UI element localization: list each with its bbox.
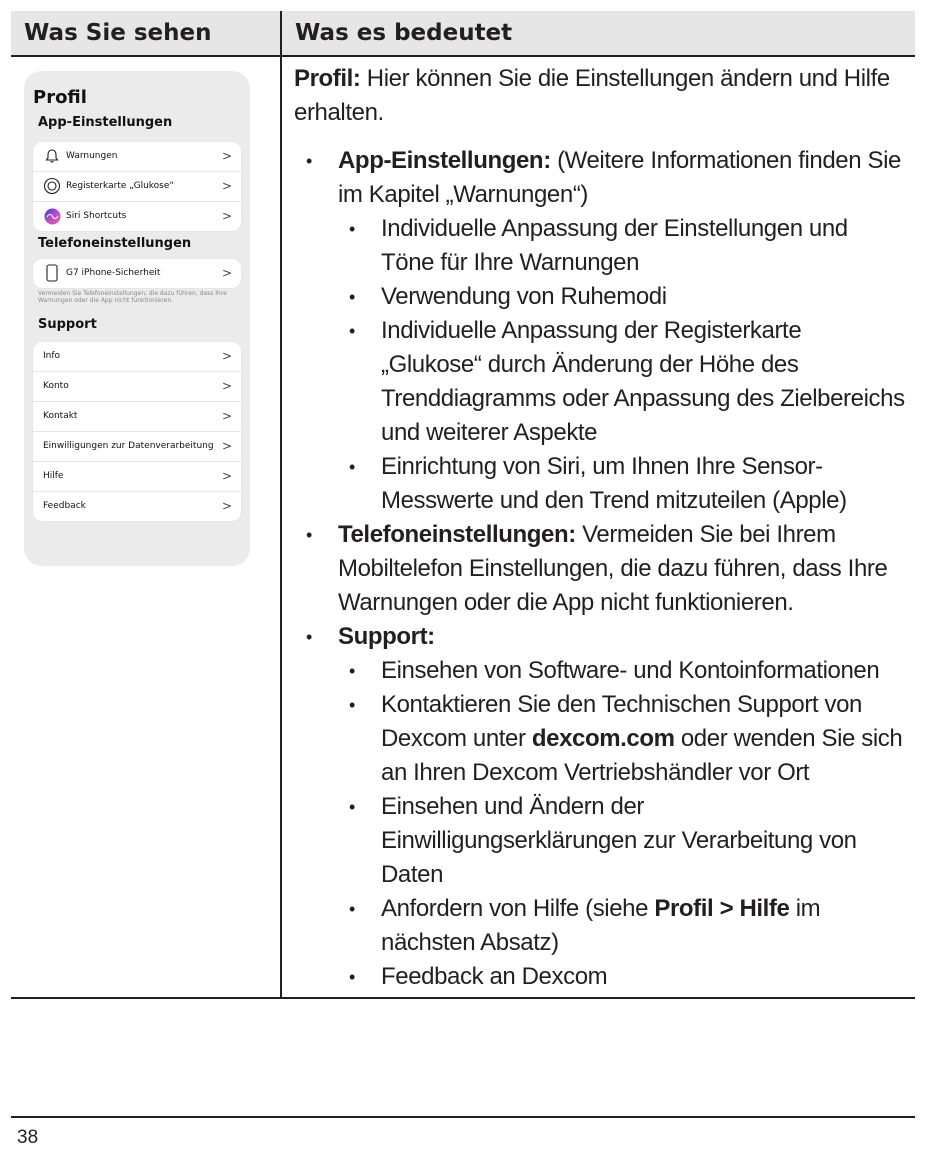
support-row-label: Hilfe [43,471,64,481]
chevron-right-icon: > [221,439,232,453]
app-settings-group [33,142,241,231]
app-settings-bold: App-Einstellungen: [338,147,551,174]
intro-bold: Profil: [294,65,361,92]
support-row-account[interactable] [33,372,241,402]
support-row-feedback[interactable] [33,492,241,521]
support-row-contact[interactable] [33,402,241,432]
glucose-ring-icon [43,177,61,195]
support-item4-post: im nächsten Absatz) [381,895,821,956]
app-settings-heading: App-Einstellungen [38,115,173,130]
phone-settings-bold: Telefoneinstellungen: [338,521,576,548]
phone-icon [43,264,61,282]
profile-help-path: Profil > Hilfe [654,895,790,922]
app-settings-text: (Weitere Informationen finden Sie im Kapitel „Warnungen“) [338,147,901,208]
chevron-right-icon: > [221,409,232,423]
support-heading: Support [38,317,97,332]
list-item: • Einsehen von Software- und Kontoinformationen [338,654,906,688]
phone-settings-text: Vermeiden Sie bei Ihrem Mobiltelefon Einstellungen, die dazu führen, dass Ihre Warnungen oder die App nicht funktionieren. [338,521,888,616]
bell-icon [43,147,61,165]
settings-row-label: Registerkarte „Glukose“ [66,181,175,191]
list-item-phone-settings [294,518,906,620]
chevron-right-icon: > [221,179,232,193]
chevron-right-icon: > [221,266,232,280]
list-item: • Einrichtung von Siri, um Ihnen Ihre Sensor-Messwerte und den Trend mitzuteilen (Apple) [338,450,906,518]
chevron-right-icon: > [221,149,232,163]
list-item-app-settings [294,144,906,518]
page-number: 38 [17,1127,39,1148]
support-row-label: Kontakt [43,411,78,421]
header-what-it-means: Was es bedeutet [295,20,513,46]
settings-row-warnings[interactable] [33,142,241,172]
header-what-you-see: Was Sie sehen [24,20,212,46]
support-group [33,342,241,521]
chevron-right-icon: > [221,209,232,223]
list-item: • Einsehen und Ändern der Einwilligungserklärungen zur Verarbeitung von Daten [338,790,906,892]
support-row-label: Feedback [43,501,86,511]
siri-icon [43,207,61,225]
list-item: • Feedback an Dexcom [338,960,906,994]
settings-row-glucose-tab[interactable] [33,172,241,202]
settings-row-label: Warnungen [66,151,118,161]
phone-screen-mockup [24,71,250,566]
settings-row-siri-shortcuts[interactable] [33,202,241,231]
support-row-label: Einwilligungen zur Datenverarbeitung [43,441,214,451]
footer-rule [11,1116,915,1118]
support-row-info[interactable] [33,342,241,372]
chevron-right-icon: > [221,469,232,483]
settings-row-g7-iphone-security[interactable] [33,259,241,288]
support-bold: Support: [338,623,435,650]
table-header [11,11,915,57]
intro-text: Hier können Sie die Einstellungen ändern und Hilfe erhalten. [294,65,890,126]
support-row-label: Konto [43,381,69,391]
chevron-right-icon: > [221,379,232,393]
main-list [294,144,906,994]
support-item2-pre: Kontaktieren Sie den Technischen Support von Dexcom unter [381,691,862,752]
support-row-data-consents[interactable] [33,432,241,462]
support-item2-post: oder wenden Sie sich an Ihren Dexcom Vertriebshändler vor Ort [381,725,903,786]
chevron-right-icon: > [221,349,232,363]
phone-settings-group [33,259,241,288]
column-divider [280,11,282,997]
intro-paragraph [294,62,906,130]
profile-title: Profil [33,87,87,108]
list-item: • Verwendung von Ruhemodi [338,280,906,314]
phone-settings-note: Vermeiden Sie Telefoneinstellungen, die dazu führen, dass Ihre Warnungen oder die App nicht funktionieren. [38,290,227,304]
app-settings-sublist [338,212,906,518]
support-row-label: Info [43,351,61,361]
list-item [338,892,906,960]
support-row-help[interactable] [33,462,241,492]
list-item [338,688,906,790]
dexcom-link-text: dexcom.com [531,725,675,752]
chevron-right-icon: > [221,499,232,513]
list-item: • Individuelle Anpassung der Einstellungen und Töne für Ihre Warnungen [338,212,906,280]
list-item: • Individuelle Anpassung der Registerkarte „Glukose“ durch Änderung der Höhe des Trenddiagramms oder Anpassung des Zielbereichs und weiterer Aspekte [338,314,906,450]
settings-row-label: G7 iPhone-Sicherheit [66,268,161,278]
phone-settings-heading: Telefoneinstellungen [38,236,192,251]
explanation-column [294,62,906,994]
support-item4-pre: Anfordern von Hilfe (siehe [381,895,655,922]
settings-row-label: Siri Shortcuts [66,211,127,221]
support-sublist [338,654,906,994]
list-item-support [294,620,906,994]
